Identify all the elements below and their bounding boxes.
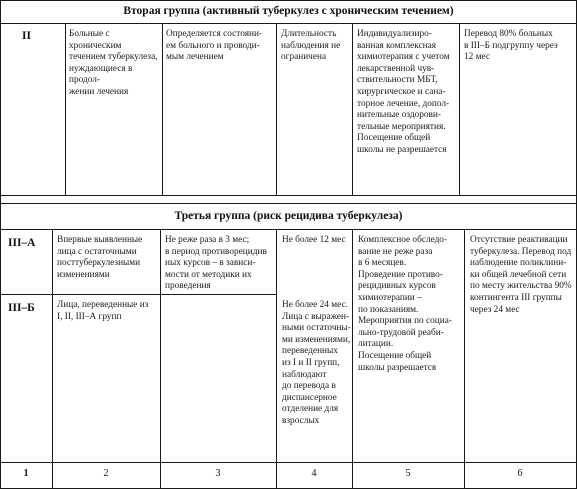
col-divider — [459, 23, 460, 196]
row-divider — [0, 229, 577, 230]
group2-contingent: Больные с хроническим течением туберкулеза, нуждающиеся в продол- жении лечения — [69, 29, 158, 97]
table-border-left — [0, 0, 1, 489]
column-number: 5 — [405, 468, 411, 479]
group3b-duration: Не более 24 мес. Лица с выражен- ными остаточны- ми изменениями, переведенных из I и II групп, наблюдают до перевода в диспансерное отделение для взрослых — [282, 300, 351, 426]
row-divider — [0, 195, 577, 196]
col-divider — [65, 23, 66, 196]
col-divider — [276, 229, 277, 489]
col-divider — [276, 23, 277, 196]
group3a-contingent: Впервые выявленные лица с остаточными посттуберкулезными изменениями — [57, 235, 143, 280]
column-number: 4 — [311, 468, 317, 479]
group3b-id: III–Б — [8, 302, 35, 314]
col-divider — [352, 23, 353, 196]
column-number: 1 — [23, 468, 29, 479]
group3b-contingent: Лица, переведенные из I, II, III–А групп — [57, 300, 149, 322]
group3-period: Не реже раза в 3 мес; в период противорецидив ных курсов – в зависи- мости от методики их проведения — [165, 235, 267, 292]
group2-id: II — [22, 30, 31, 42]
group2-period: Определяется состояни- ем больного и проводи- мым лечением — [166, 29, 263, 63]
col-divider — [352, 229, 353, 489]
subgroup-divider — [0, 294, 276, 295]
group2-result: Перевод 80% больных в III–Б подгруппу через 12 мес — [464, 29, 558, 63]
group3a-duration: Не более 12 мес — [282, 235, 346, 245]
col-divider — [464, 229, 465, 489]
col-divider — [52, 229, 53, 489]
group3-measures: Комплексное обследо- вание не реже раза в 6 месяцев. Проведение противо- рецидивных курсов химиотерапии – по показаниям. Мероприятия по социа- льно-трудовой реаби- литации. Посещение общей школы разрешается — [358, 235, 452, 373]
col-divider — [162, 23, 163, 196]
column-number: 3 — [215, 468, 221, 479]
column-number: 2 — [103, 468, 109, 479]
group2-duration: Длительность наблюдения не ограничена — [281, 29, 341, 63]
column-number: 6 — [517, 468, 523, 479]
col-divider — [160, 229, 161, 489]
group2-title: Вторая группа (активный туберкулез с хроническим течением) — [123, 5, 454, 17]
row-divider — [0, 462, 577, 463]
group2-measures: Индивидуализиро- ванная комплексная химиотерапия с учетом лекарственной чув- ствительности МБТ, хирургическое и сана- торное лечение, допол- нительные оздорови- тельные мероприятия. Посещение общей школы не разрешается — [357, 29, 450, 155]
row-divider — [0, 23, 577, 24]
row-divider — [0, 203, 577, 204]
group3-title: Третья группа (риск рецидива туберкулеза) — [174, 210, 403, 222]
table-border-top — [0, 0, 577, 1]
group3a-id: III–А — [8, 237, 36, 249]
group3-result: Отсутствие реактивации туберкулеза. Перевод под наблюдение поликлини- ки общей лечебной сети по месту жительства 90% контингента III группы через 24 мес — [470, 235, 572, 315]
